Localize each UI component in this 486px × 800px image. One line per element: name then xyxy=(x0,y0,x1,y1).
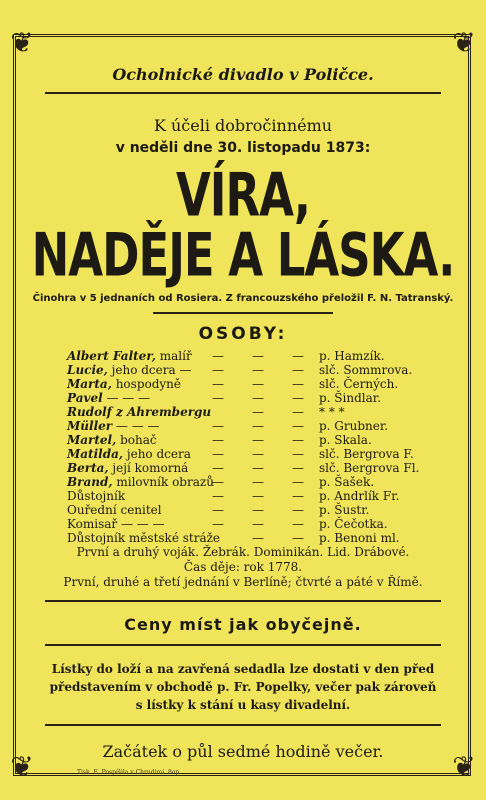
role-description: Důstojník městské stráže xyxy=(67,531,221,545)
role-name-bold: Matilda, xyxy=(67,447,124,461)
role-name xyxy=(67,517,165,531)
cast-dash: — xyxy=(212,363,224,377)
role-name xyxy=(67,363,191,377)
corner-ornament-icon: ❦ xyxy=(452,26,476,59)
cast-dash: — xyxy=(252,391,264,405)
role-name-bold: Lucie, xyxy=(67,363,108,377)
cast-dash: — xyxy=(252,461,264,475)
play-title-line-2: NADĚJE A LÁSKA. xyxy=(31,220,455,290)
cast-dash: — xyxy=(252,517,264,531)
cast-row xyxy=(67,405,447,419)
role-description: — — — xyxy=(102,391,151,405)
role-description: — — — xyxy=(112,419,160,433)
cast-dash: — xyxy=(292,405,304,419)
cast-row xyxy=(67,489,447,503)
role-name xyxy=(67,433,157,447)
printer-imprint: Tisk. E. Pospíšila v Chrudimi. 8op. xyxy=(77,769,182,776)
cast-dash: — xyxy=(292,377,304,391)
actor-name: slč. Bergrova F. xyxy=(319,447,414,461)
setting-place: První, druhé a třetí jednání v Berlíně; čtvrté a páté v Římě. xyxy=(63,575,423,589)
cast-dash: — xyxy=(252,349,264,363)
role-name xyxy=(67,503,162,517)
cast-dash: — xyxy=(212,517,224,531)
role-name-bold: Pavel xyxy=(67,391,103,405)
ticket-info-line: Lístky do loží a na zavřená sedadla lze dostati v den před xyxy=(51,662,435,676)
cast-dash: — xyxy=(252,433,264,447)
corner-ornament-icon: ❦ xyxy=(10,26,34,59)
actor-name: p. Hamzík. xyxy=(319,349,385,363)
actor-name: slč. Černých. xyxy=(319,377,399,391)
actor-name: p. Andrlík Fr. xyxy=(319,489,400,503)
event-purpose: K účeli dobročinnému xyxy=(153,116,333,135)
role-description: jeho dcera — xyxy=(107,363,192,377)
cast-dash: — xyxy=(252,503,264,517)
role-description: bohač xyxy=(116,433,157,447)
divider xyxy=(45,644,441,646)
cast-dash: — xyxy=(292,489,304,503)
cast-dash: — xyxy=(292,419,304,433)
divider xyxy=(45,724,441,726)
cast-row xyxy=(67,419,447,433)
ticket-info-line: s lístky k stání u kasy divadelní. xyxy=(135,698,351,712)
cast-dash: — xyxy=(292,475,304,489)
cast-dash: — xyxy=(252,475,264,489)
start-time: Začátek o půl sedmé hodině večer. xyxy=(102,742,384,761)
role-description: jeho dcera xyxy=(123,447,191,461)
actor-name: slč. Sommrova. xyxy=(319,363,413,377)
role-name xyxy=(67,461,188,475)
cast-dash: — xyxy=(292,363,304,377)
cast-extras: První a druhý voják. Žebrák. Dominikán. Lid. Drábové. xyxy=(76,545,410,559)
theatre-name: Ocholnické divadlo v Poličce. xyxy=(112,65,374,84)
cast-dash: — xyxy=(292,503,304,517)
cast-dash: — xyxy=(252,405,264,419)
actor-name: p. Grubner. xyxy=(319,419,389,433)
cast-list xyxy=(20,349,466,545)
ticket-info xyxy=(20,660,466,714)
cast-row xyxy=(67,475,447,489)
actor-name: p. Šustr. xyxy=(319,503,370,517)
corner-ornament-icon: ❦ xyxy=(452,750,476,783)
ticket-prices: Ceny míst jak obyčejně. xyxy=(124,615,362,634)
role-name xyxy=(67,377,181,391)
actor-name: p. Šašek. xyxy=(319,475,375,489)
ticket-info-line: představením v obchodě p. Fr. Popelky, večer pak zároveň xyxy=(49,680,437,694)
role-name xyxy=(67,531,220,545)
divider xyxy=(45,92,441,94)
role-description: milovník obrazů xyxy=(112,475,214,489)
role-name-bold: Marta, xyxy=(67,377,112,391)
poster-content xyxy=(20,45,466,761)
divider xyxy=(45,600,441,602)
role-description: Ouřední cenitel xyxy=(67,503,162,517)
cast-row xyxy=(67,531,447,545)
actor-name: p. Skala. xyxy=(319,433,372,447)
cast-dash: — xyxy=(212,447,224,461)
actor-name: * * * xyxy=(319,405,345,419)
cast-dash: — xyxy=(252,419,264,433)
role-name xyxy=(67,349,192,363)
role-description: její komorná xyxy=(108,461,189,475)
cast-dash: — xyxy=(292,461,304,475)
cast-row xyxy=(67,391,447,405)
actor-name: p. Benoni ml. xyxy=(319,531,400,545)
cast-dash: — xyxy=(212,461,224,475)
cast-dash: — xyxy=(212,419,224,433)
cast-dash: — xyxy=(292,433,304,447)
cast-row xyxy=(67,433,447,447)
role-name xyxy=(67,391,150,405)
setting-time: Čas děje: rok 1778. xyxy=(183,560,303,574)
role-description: Důstojník xyxy=(67,489,126,503)
role-name-bold: Rudolf z Ahrembergu xyxy=(67,405,212,419)
role-name-bold: Albert Falter, xyxy=(67,349,156,363)
role-name xyxy=(67,447,191,461)
cast-dash: — xyxy=(252,363,264,377)
cast-dash: — xyxy=(292,447,304,461)
role-description: Komisař — — — xyxy=(67,517,165,531)
cast-dash: — xyxy=(212,391,224,405)
cast-dash: — xyxy=(292,531,304,545)
actor-name: p. Šindlar. xyxy=(319,391,382,405)
cast-row xyxy=(67,349,447,363)
cast-dash: — xyxy=(252,531,264,545)
cast-row xyxy=(67,447,447,461)
event-date: v neděli dne 30. listopadu 1873: xyxy=(115,140,371,156)
cast-row xyxy=(67,363,447,377)
role-name xyxy=(67,489,125,503)
cast-dash: — xyxy=(212,489,224,503)
role-name-bold: Martel, xyxy=(67,433,117,447)
cast-dash: — xyxy=(252,489,264,503)
cast-dash: — xyxy=(212,475,224,489)
cast-row xyxy=(67,503,447,517)
cast-dash: — xyxy=(252,377,264,391)
divider xyxy=(153,312,333,314)
cast-dash: — xyxy=(252,447,264,461)
role-name xyxy=(67,419,160,433)
role-name xyxy=(67,405,211,419)
cast-row xyxy=(67,517,447,531)
actor-name: p. Čečotka. xyxy=(319,517,388,531)
cast-dash: — xyxy=(212,377,224,391)
cast-dash: — xyxy=(212,433,224,447)
cast-dash: — xyxy=(292,349,304,363)
role-name-bold: Brand, xyxy=(67,475,113,489)
corner-ornament-icon: ❦ xyxy=(10,750,34,783)
cast-row xyxy=(67,377,447,391)
cast-dash: — xyxy=(212,503,224,517)
role-name xyxy=(67,475,214,489)
role-name-bold: Berta, xyxy=(67,461,109,475)
cast-dash: — xyxy=(212,349,224,363)
role-description: hospodyně xyxy=(111,377,182,391)
cast-heading: OSOBY: xyxy=(198,324,288,344)
play-title-line-1: VÍRA, xyxy=(175,160,310,230)
role-name-bold: Müller xyxy=(67,419,113,433)
cast-dash: — xyxy=(292,517,304,531)
play-subtitle: Činohra v 5 jednaních od Rosiera. Z francouzského přeložil F. N. Tatranský. xyxy=(32,293,454,304)
cast-row xyxy=(67,461,447,475)
cast-dash: — xyxy=(292,391,304,405)
role-description: malíř xyxy=(155,349,192,363)
actor-name: slč. Bergrova Fl. xyxy=(319,461,420,475)
